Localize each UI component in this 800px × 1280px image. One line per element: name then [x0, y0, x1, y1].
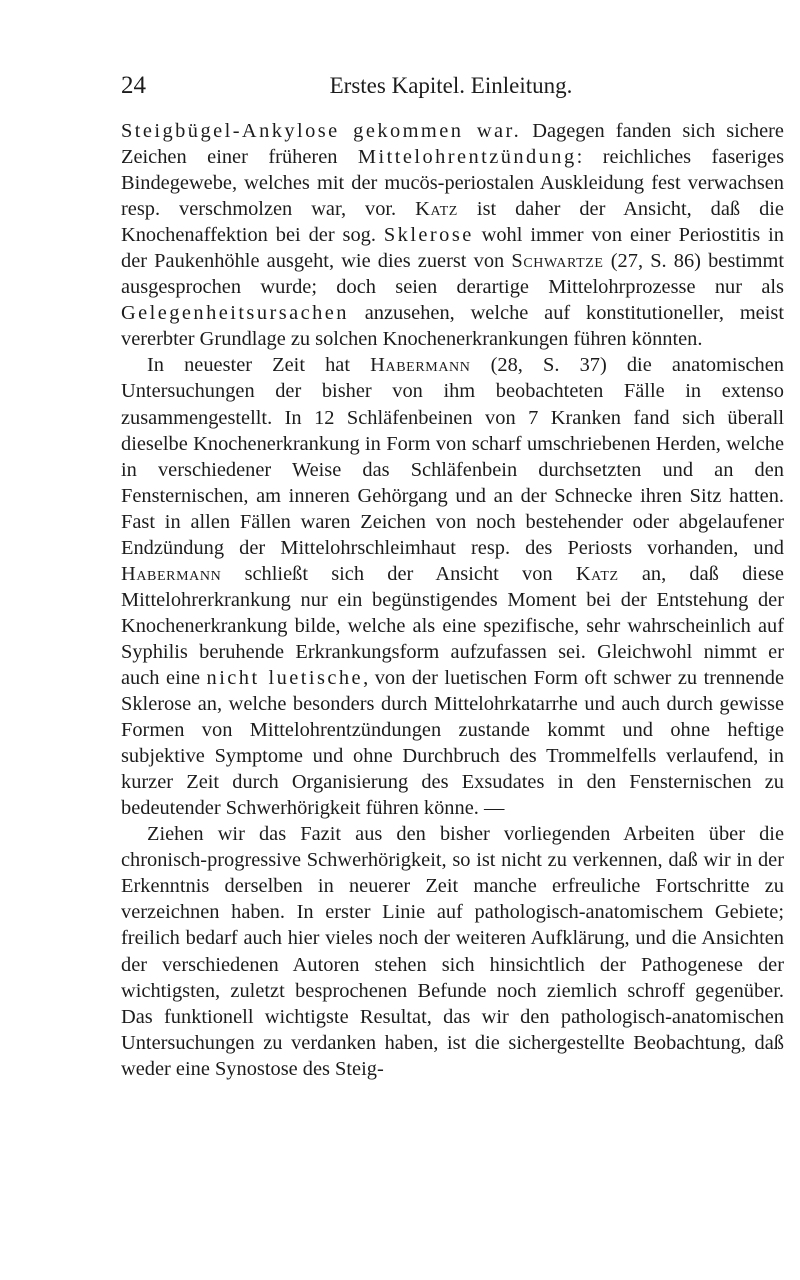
text-run: In neuester Zeit hat [147, 354, 371, 377]
text-run: (27, S. 86) bestimmt ausgesprochen wurde; doch seien derartige Mittelohrprozesse nur als [121, 250, 785, 299]
author-name: Katz [415, 198, 458, 221]
chapter-title: Erstes Kapitel. Einleitung. [329, 73, 573, 98]
paragraph [121, 118, 784, 352]
text-run: wohl immer von einer Periostitis in der Paukenhöhle ausgeht, wie dies zuerst von [121, 224, 784, 273]
author-name: Schwartze [511, 250, 604, 273]
text-run: an, daß diese Mittelohrerkrankung nur ein begünstigendes Moment bei der Entstehung der Knochenerkrankung bilde, welche als eine spezifische, sehr wahrscheinlich auf Syphilis beruhende Erkrankungsform aufzufassen sei. Gleichwohl nimmt er auch eine [121, 562, 784, 689]
running-head [121, 71, 781, 101]
paragraph [121, 821, 784, 1081]
text-run: ist daher der Ansicht, daß die Knochenaffektion bei der sog. [121, 198, 784, 247]
text-run: : reichliches faseriges Bindegewebe, welches mit der mucös-periostalen Auskleidung fest verwachsen resp. verschmolzen war, vor. [121, 146, 784, 221]
text-run: (28, S. 37) die anatomischen Untersuchungen der bisher von ihm beobachteten Fälle in extenso zusammengestellt. In 12 Schläfenbeinen von 7 Kranken fand sich überall dieselbe Knochenerkrankung in Form von scharf umschriebenen Herden, welche in verschiedener Weise das Schläfenbein durchsetzten und an den Fensternischen, am inneren Gehörgang und an der Schnecke ihren Sitz hatten. Fast in allen Fällen waren Zeichen von noch bestehender oder abgelaufener Endzündung der Mittelohrschleimhaut resp. des Periosts vorhanden, und [121, 354, 785, 559]
emphasized-text: nicht luetische [206, 666, 364, 689]
page-number: 24 [121, 72, 146, 99]
body-text [121, 118, 784, 1082]
text-run: Ziehen wir das Fazit aus den bisher vorliegenden Arbeiten über die chronisch-progressive Schwerhörigkeit, so ist nicht zu verkennen, daß wir in der Erkenntnis derselben in neuerer Zeit manche erfreuliche Fortschritte zu verzeichnen haben. In erster Linie auf pathologisch-anatomischem Gebiete; freilich bedarf auch hier vieles noch der weiteren Aufklärung, und die Ansichten der verschiedenen Autoren stehen sich hinsichtlich der Pathogenese der wichtigsten, zuletzt besprochenen Befunde noch ziemlich schroff gegenüber. Das funktionell wichtigste Resultat, das wir den pathologisch-anatomischen Untersuchungen zu verdanken haben, ist die sichergestellte Beobachtung, daß weder eine Synostose des Steig- [121, 823, 784, 1080]
text-run: Dagegen fanden sich sichere Zeichen einer früheren [121, 120, 784, 169]
text-run: , von der luetischen Form oft schwer zu trennende Sklerose an, welche besonders durch Mittelohrkatarrhe und auch durch gewisse Formen von Mittelohrentzündungen zustande kommt und ohne heftige subjektive Symptome und ohne Durchbruch des Trommelfells verlaufend, in kurzer Zeit durch Organisierung des Exsudates in den Fensternischen zu bedeutender Schwerhörigkeit führen könne. — [121, 666, 785, 820]
emphasized-text: Steigbügel-Ankylose gekommen war. [121, 120, 522, 142]
author-name: Habermann [370, 354, 471, 377]
author-name: Katz [575, 562, 619, 585]
emphasized-text: Gelegenheitsursachen [121, 302, 349, 325]
text-run: schließt sich der Ansicht von [221, 562, 576, 585]
text-run: anzusehen, welche auf konstitutioneller, meist vererbter Grundlage zu solchen Knochenerkrankungen führen könnten. [121, 302, 784, 351]
emphasized-text: Sklerose [383, 224, 474, 247]
emphasized-text: Mittelohrentzündung [357, 146, 577, 169]
paragraph [121, 352, 784, 821]
author-name: Habermann [121, 562, 222, 585]
